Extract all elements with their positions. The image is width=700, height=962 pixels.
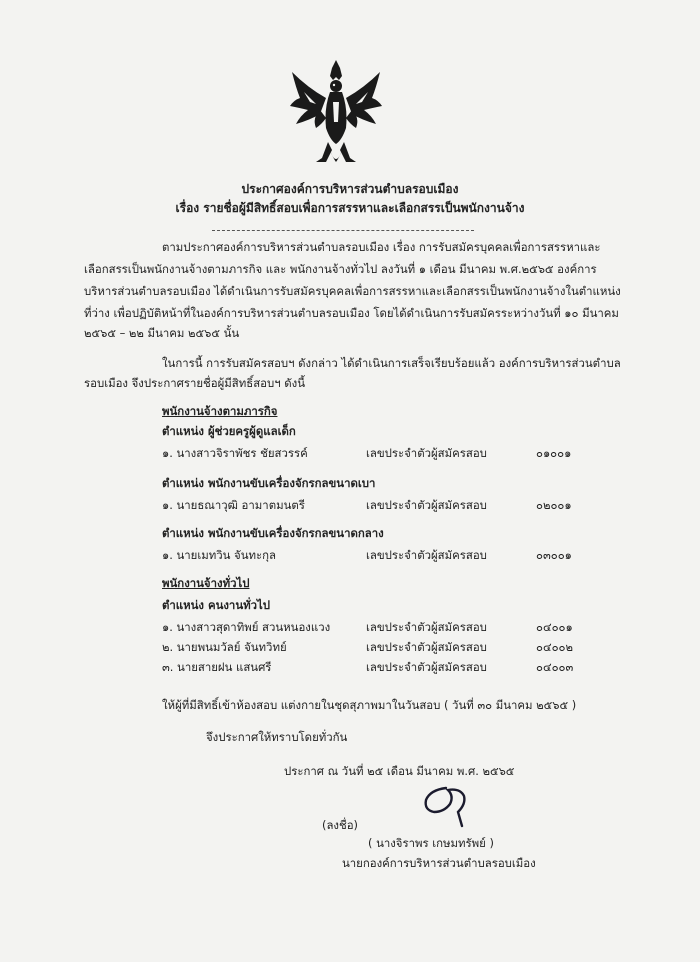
subject-line: เรื่อง รายชื่อผู้มีสิทธิ์สอบเพื่อการสรรหาและเลือกสรรเป็นพนักงานจ้าง — [175, 201, 525, 215]
signer-name: ( นางจิราพร เกษมทรัพย์ ) — [368, 836, 494, 850]
garuda-emblem-icon — [286, 58, 386, 170]
position-title: ตำแหน่ง คนงานทั่วไป — [162, 598, 270, 612]
exam-instruction: ให้ผู้ที่มีสิทธิ์เข้าห้องสอบ แต่งกายในชุดสุภาพมาในวันสอบ ( วันที่ ๓๐ มีนาคม ๒๕๖๕ ) — [162, 698, 577, 712]
candidate-id: ๐๔๐๐๓ — [536, 660, 574, 674]
candidate-id-label: เลขประจำตัวผู้สมัครสอบ — [366, 446, 487, 460]
candidate-name: ๓. นายสายฝน แสนศรี — [162, 660, 272, 674]
intro-line: ที่ว่าง เพื่อปฏิบัติหน้าที่ในองค์การบริหารส่วนตำบลรอบเมือง โดยได้ดำเนินการรับสมัครระหว่างวันที่ ๑๐ มีนาคม — [84, 306, 619, 320]
section-heading: พนักงานจ้างตามภารกิจ — [162, 404, 278, 418]
candidate-id: ๐๓๐๐๑ — [536, 548, 572, 562]
divider — [212, 230, 474, 231]
candidate-id-label: เลขประจำตัวผู้สมัครสอบ — [366, 548, 487, 562]
signed-label: (ลงชื่อ) — [322, 818, 359, 832]
section-heading: พนักงานจ้างทั่วไป — [162, 576, 250, 590]
para2-line: ในการนี้ การรับสมัครสอบฯ ดังกล่าว ได้ดำเนินการเสร็จเรียบร้อยแล้ว องค์การบริหารส่วนตำบล — [162, 356, 621, 370]
candidate-name: ๑. นายเมทวิน จันทะกุล — [162, 548, 277, 562]
candidate-id-label: เลขประจำตัวผู้สมัครสอบ — [366, 498, 487, 512]
handwritten-signature — [418, 782, 478, 832]
candidate-id: ๐๑๐๐๑ — [536, 446, 572, 460]
announce-date: ประกาศ ณ วันที่ ๒๕ เดือน มีนาคม พ.ศ. ๒๕๖๕ — [284, 764, 515, 778]
page-title: ประกาศองค์การบริหารส่วนตำบลรอบเมือง — [241, 182, 459, 196]
candidate-name: ๑. นางสาวจิราพัชร ชัยสวรรค์ — [162, 446, 308, 460]
para2-line: รอบเมือง จึงประกาศรายชื่อผู้มีสิทธิ์สอบฯ ดังนี้ — [84, 376, 305, 390]
candidate-id-label: เลขประจำตัวผู้สมัครสอบ — [366, 640, 487, 654]
signer-title: นายกองค์การบริหารส่วนตำบลรอบเมือง — [342, 856, 536, 870]
candidate-id: ๐๔๐๐๑ — [536, 620, 573, 634]
candidate-name: ๑. นางสาวสุดาทิพย์ สวนหนองแวง — [162, 620, 331, 634]
position-title: ตำแหน่ง พนักงานขับเครื่องจักรกลขนาดเบา — [162, 476, 376, 490]
position-title: ตำแหน่ง พนักงานขับเครื่องจักรกลขนาดกลาง — [162, 526, 384, 540]
intro-line: ๒๕๖๕ – ๒๒ มีนาคม ๒๕๖๕ นั้น — [84, 326, 240, 340]
candidate-id-label: เลขประจำตัวผู้สมัครสอบ — [366, 620, 487, 634]
candidate-id: ๐๒๐๐๑ — [536, 498, 572, 512]
candidate-id: ๐๔๐๐๒ — [536, 640, 573, 654]
position-title: ตำแหน่ง ผู้ช่วยครูผู้ดูแลเด็ก — [162, 424, 296, 438]
candidate-name: ๒. นายพนมวัลย์ จันทวิทย์ — [162, 640, 287, 654]
candidate-id-label: เลขประจำตัวผู้สมัครสอบ — [366, 660, 487, 674]
closing-statement: จึงประกาศให้ทราบโดยทั่วกัน — [206, 730, 348, 744]
intro-line: บริหารส่วนตำบลรอบเมือง ได้ดำเนินการรับสมัครบุคคลเพื่อการสรรหาและเลือกสรรเป็นพนักงานจ้างในตำแหน่ง — [84, 284, 621, 298]
intro-line: ตามประกาศองค์การบริหารส่วนตำบลรอบเมือง เรื่อง การรับสมัครบุคคลเพื่อการสรรหาและ — [162, 240, 601, 254]
intro-line: เลือกสรรเป็นพนักงานจ้างตามภารกิจ และ พนักงานจ้างทั่วไป ลงวันที่ ๑ เดือน มีนาคม พ.ศ.๒๕๖๕ องค์การ — [84, 262, 597, 276]
candidate-name: ๑. นายธณาวุฒิ อามาตมนตรี — [162, 498, 305, 512]
